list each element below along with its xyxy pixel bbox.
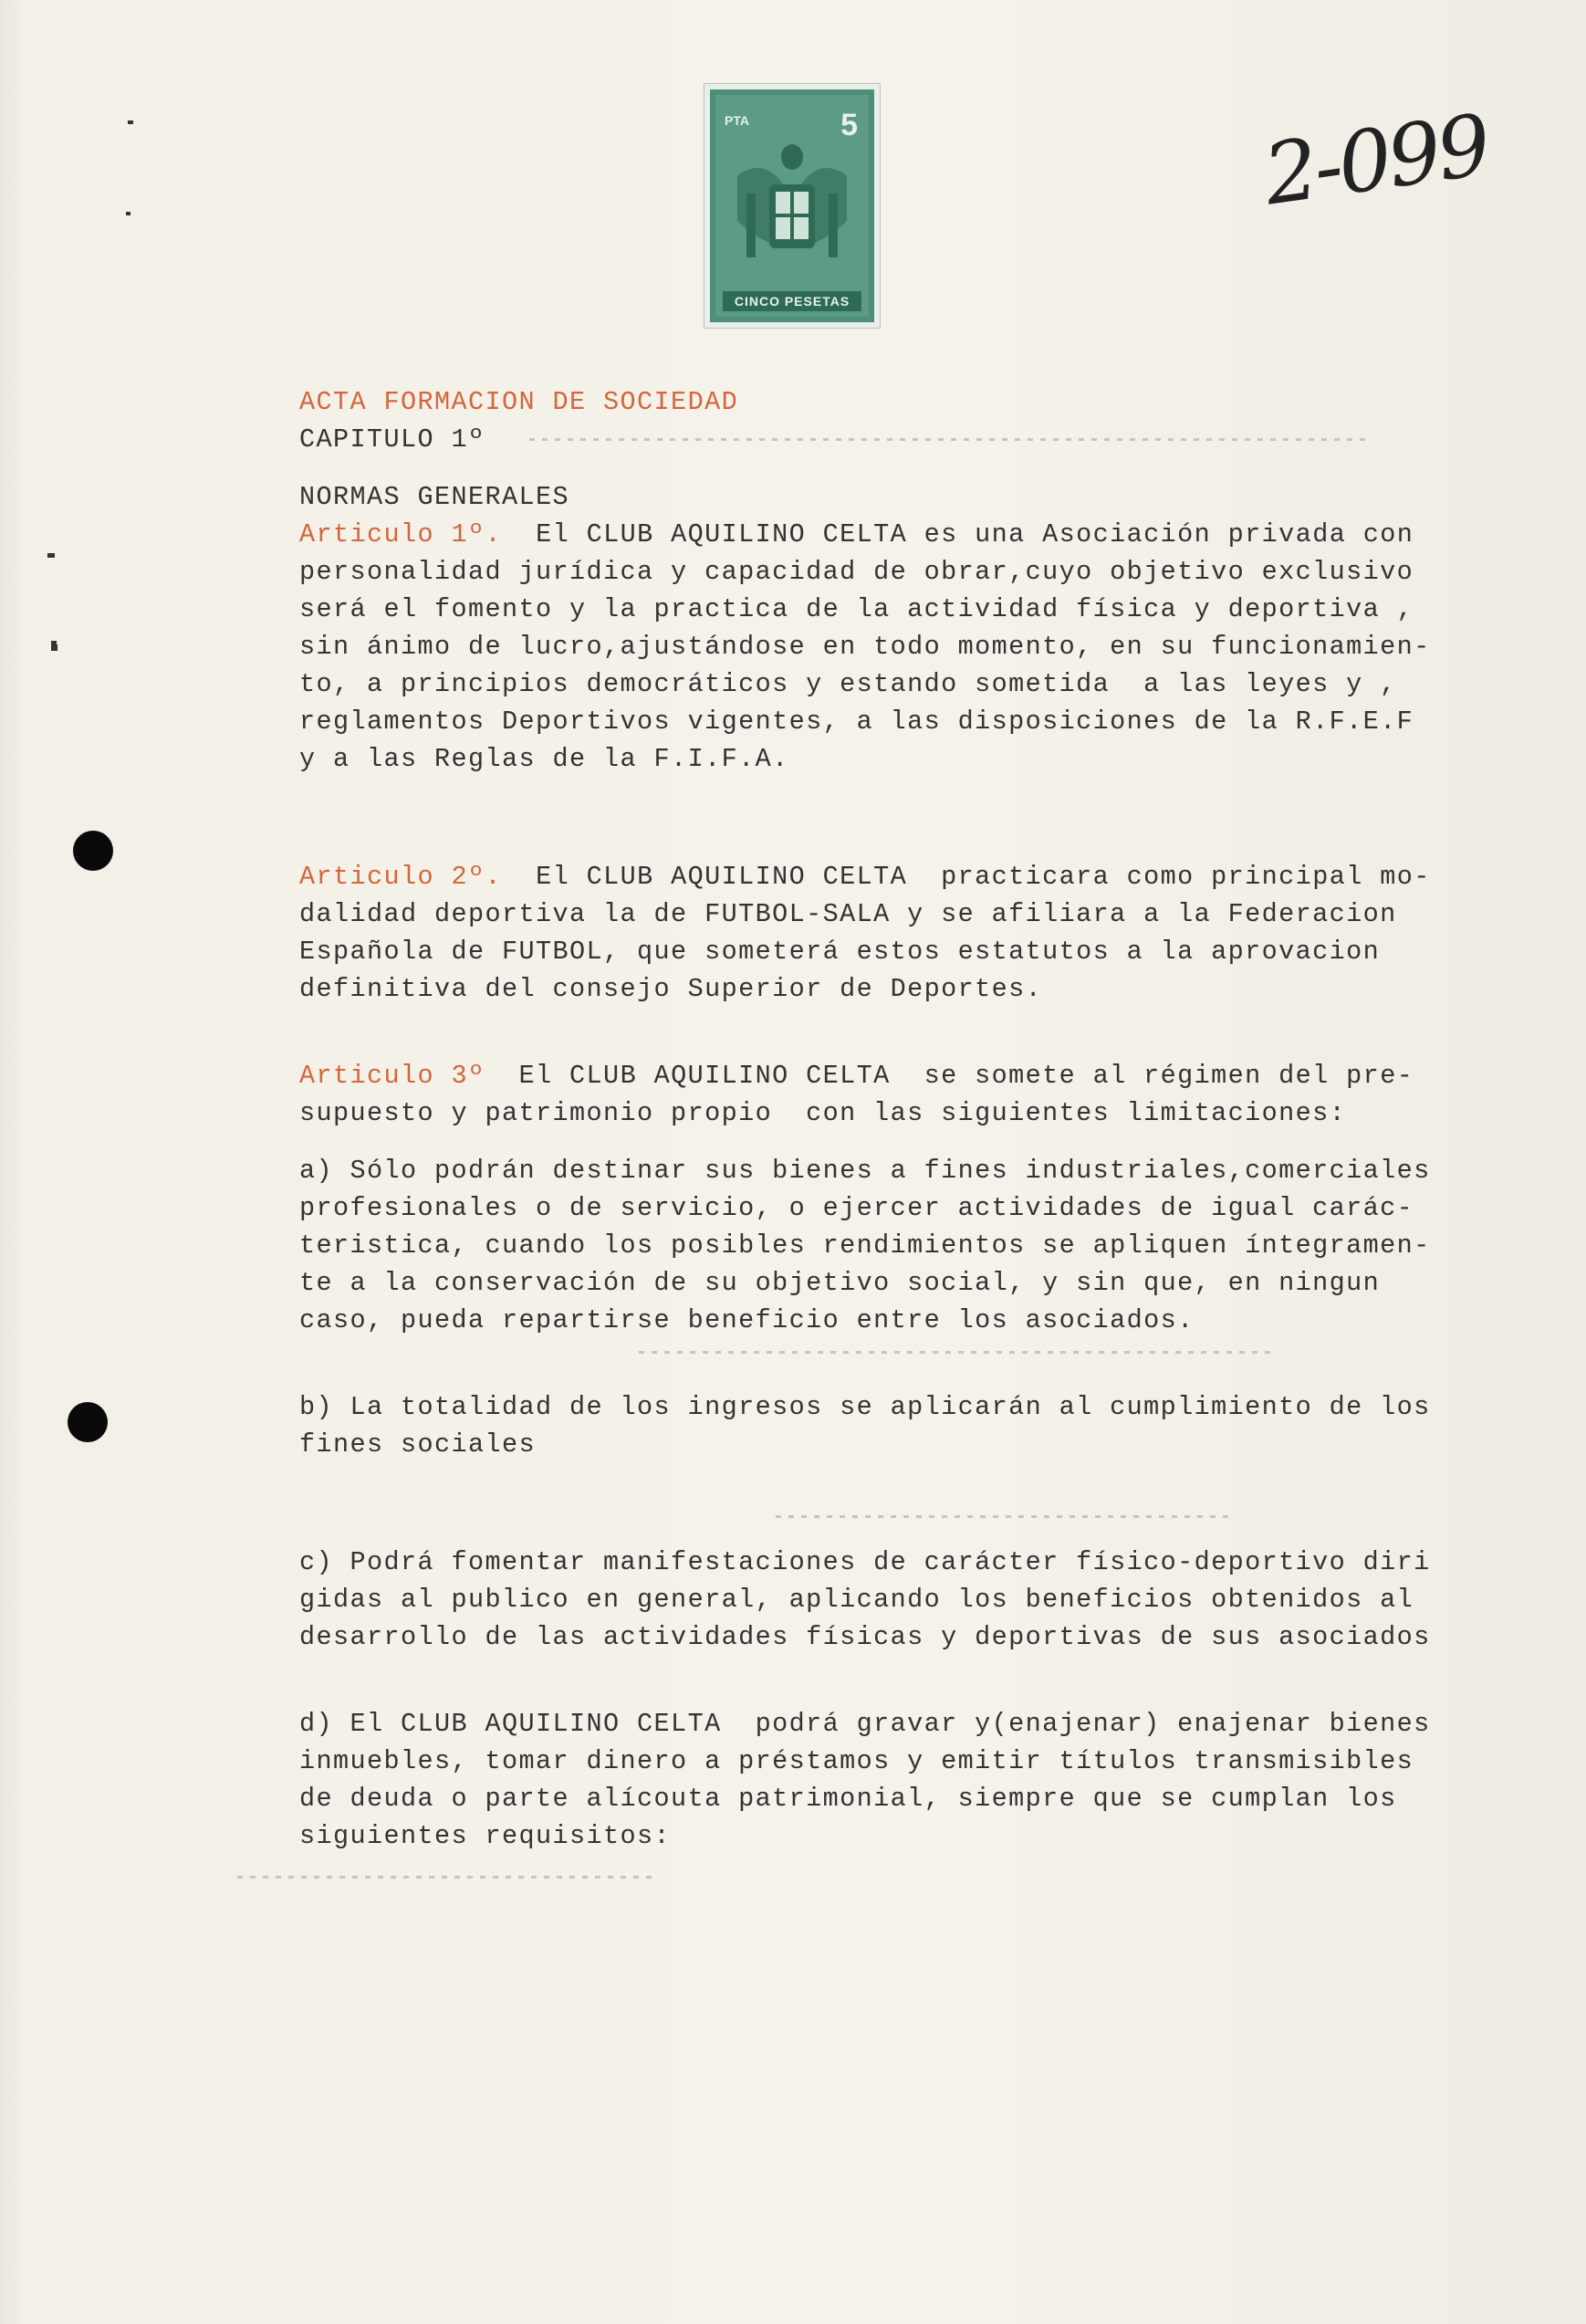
article-3-first-line bbox=[299, 1057, 1559, 1094]
item-a-line: te a la conservación de su objetivo social, y sin que, en ningun bbox=[299, 1268, 1381, 1298]
article-1-label: Articulo 1º. bbox=[299, 519, 503, 550]
margin-mark bbox=[128, 120, 133, 124]
item-a-line: a) Sólo podrán destinar sus bienes a fines industriales,comerciales bbox=[299, 1156, 1431, 1186]
article-3-line: El CLUB AQUILINO CELTA se somete al régimen del pre- bbox=[518, 1061, 1414, 1091]
item-b-line: fines sociales bbox=[299, 1429, 537, 1460]
article-2-line: Española de FUTBOL, que someterá estos estatutos a la aprovacion bbox=[299, 937, 1381, 967]
punch-hole-top bbox=[73, 831, 113, 871]
item-a-line: profesionales o de servicio, o ejercer actividades de igual carác- bbox=[299, 1193, 1414, 1223]
article-1-line: y a las Reglas de la F.I.F.A. bbox=[299, 744, 789, 774]
article-1-line: sin ánimo de lucro,ajustándose en todo momento, en su funcionamien- bbox=[299, 632, 1431, 662]
article-1-line: to, a principios democráticos y estando sometida a las leyes y , bbox=[299, 669, 1397, 699]
handwritten-reference-number: 2-099 bbox=[1257, 96, 1494, 225]
article-3-line: supuesto y patrimonio propio con las siguientes limitaciones: bbox=[299, 1098, 1347, 1128]
document-title: ACTA FORMACION DE SOCIEDAD bbox=[299, 387, 739, 417]
item-c-line: desarrollo de las actividades físicas y deportivas de sus asociados bbox=[299, 1622, 1431, 1652]
item-a-line: teristica, cuando los posibles rendimientos se apliquen íntegramen- bbox=[299, 1230, 1431, 1261]
stamp-value: 5 bbox=[840, 108, 858, 142]
stamp-face bbox=[715, 95, 869, 317]
article-1-line: personalidad jurídica y capacidad de obrar,cuyo objetivo exclusivo bbox=[299, 557, 1414, 587]
article-1-line: reglamentos Deportivos vigentes, a las disposiciones de la R.F.E.F bbox=[299, 707, 1414, 737]
margin-mark bbox=[126, 212, 130, 215]
article-1-first-line bbox=[299, 516, 1559, 553]
margin-mark bbox=[47, 553, 55, 558]
punch-hole-bottom bbox=[68, 1402, 108, 1442]
item-c-line: gidas al publico en general, aplicando los beneficios obtenidos al bbox=[299, 1585, 1414, 1615]
stamp-caption: CINCO PESETAS bbox=[723, 291, 861, 311]
chapter-heading: CAPITULO 1º bbox=[299, 424, 485, 455]
document-body bbox=[299, 383, 1559, 1855]
fiscal-stamp bbox=[704, 84, 880, 328]
article-1-line: El CLUB AQUILINO CELTA es una Asociación privada con bbox=[536, 519, 1414, 550]
article-1-line: será el fomento y la practica de la actividad física y deportiva , bbox=[299, 594, 1414, 624]
article-2-first-line bbox=[299, 858, 1559, 895]
bleed-through-line bbox=[237, 1876, 657, 1879]
item-d-line: d) El CLUB AQUILINO CELTA podrá gravar y(enajenar) enajenar bienes bbox=[299, 1709, 1431, 1739]
coat-of-arms-icon bbox=[728, 139, 856, 276]
article-2-line: definitiva del consejo Superior de Deportes. bbox=[299, 974, 1043, 1004]
margin-mark bbox=[51, 644, 57, 651]
article-2-line: El CLUB AQUILINO CELTA practicara como principal mo- bbox=[536, 862, 1431, 892]
article-2-line: dalidad deportiva la de FUTBOL-SALA y se afiliara a la Federacion bbox=[299, 899, 1397, 929]
stamp-currency: PTA bbox=[725, 113, 749, 128]
item-d-line: siguientes requisitos: bbox=[299, 1821, 672, 1851]
item-b-line: b) La totalidad de los ingresos se aplicarán al cumplimiento de los bbox=[299, 1392, 1431, 1422]
item-c-line: c) Podrá fomentar manifestaciones de carácter físico-deportivo diri bbox=[299, 1547, 1431, 1577]
item-d-line: de deuda o parte alícouta patrimonial, siempre que se cumplan los bbox=[299, 1784, 1397, 1814]
section-heading: NORMAS GENERALES bbox=[299, 482, 570, 512]
item-d-line: inmuebles, tomar dinero a préstamos y emitir títulos transmisibles bbox=[299, 1746, 1414, 1776]
article-3-label: Articulo 3º bbox=[299, 1061, 485, 1091]
item-a-line: caso, pueda repartirse beneficio entre los asociados. bbox=[299, 1305, 1195, 1335]
article-2-label: Articulo 2º. bbox=[299, 862, 503, 892]
